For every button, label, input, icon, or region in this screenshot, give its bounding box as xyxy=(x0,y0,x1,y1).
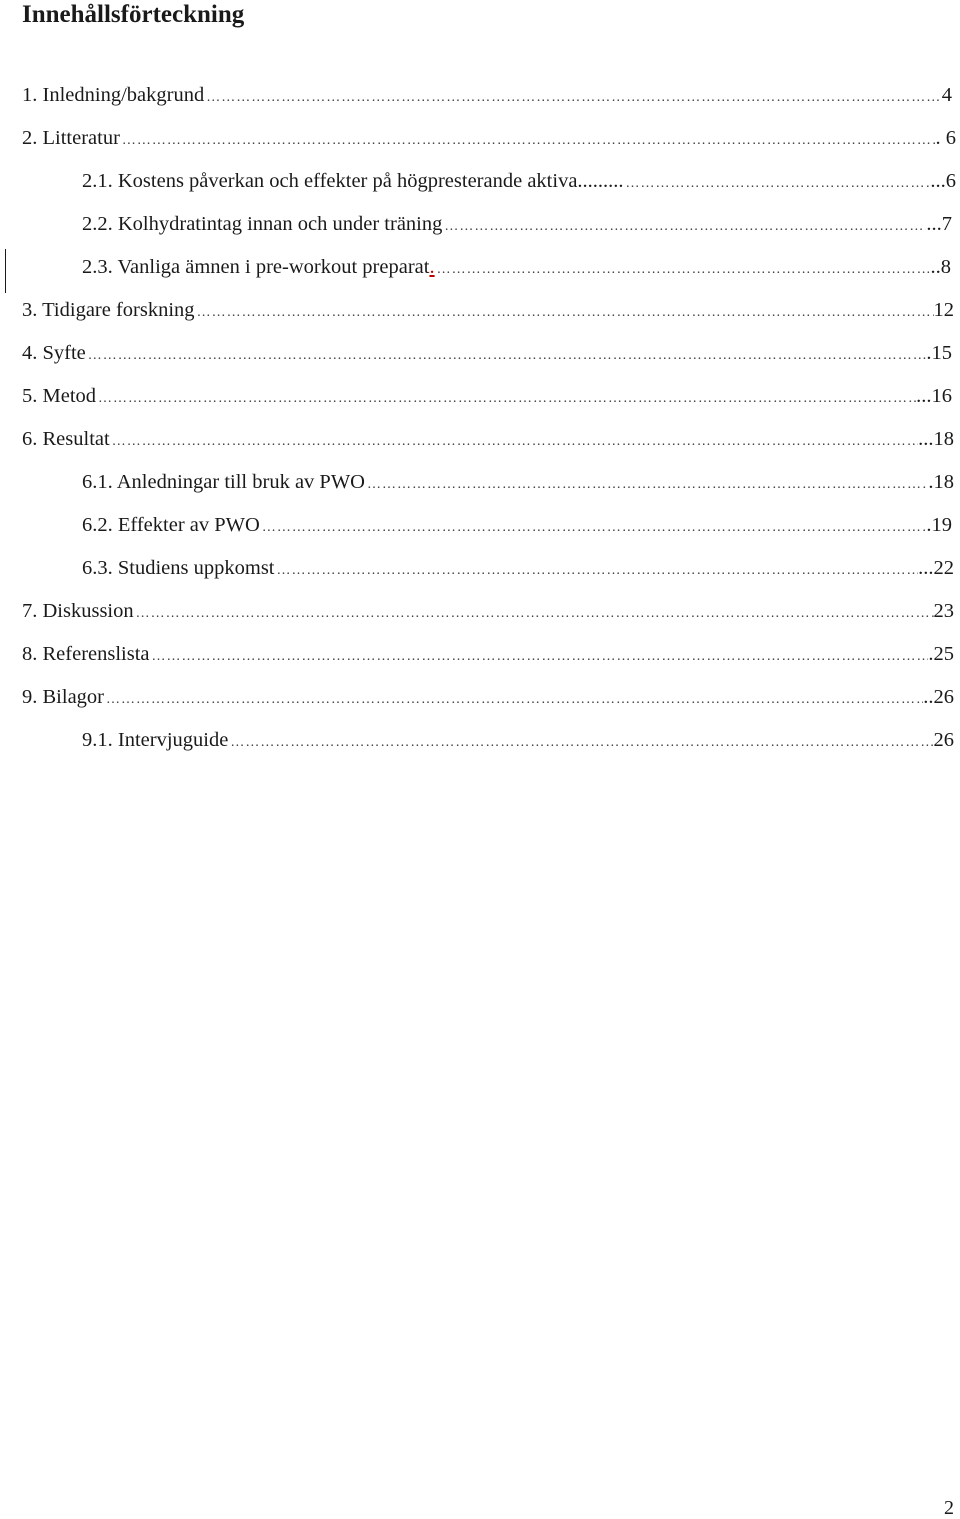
toc-entry-label: 2. Litteratur xyxy=(22,127,120,149)
toc-entry-page: ..26 xyxy=(923,686,954,708)
page-number: 2 xyxy=(944,1497,954,1519)
toc-entry-page: .19 xyxy=(926,514,952,536)
toc-entry-metod[interactable] xyxy=(22,383,952,409)
toc-entry-page: .18 xyxy=(928,471,954,493)
dot-leader xyxy=(442,214,926,240)
dot-leader xyxy=(365,472,928,498)
toc-entry-kostens-paverkan[interactable] xyxy=(82,168,956,194)
toc-entry-studiens-uppkomst[interactable] xyxy=(82,555,954,581)
dot-leader xyxy=(110,429,918,455)
toc-entry-label: 2.1. Kostens påverkan och effekter på högpresterande aktiva......... xyxy=(82,170,624,192)
toc-entry-tidigare-forskning[interactable] xyxy=(22,297,954,323)
toc-entry-page: .25 xyxy=(928,643,954,665)
toc-entry-label: 9.1. Intervjuguide xyxy=(82,729,229,751)
toc-entry-litteratur[interactable] xyxy=(22,125,956,151)
toc-entry-effekter[interactable] xyxy=(82,512,952,538)
toc-entry-label: 8. Referenslista xyxy=(22,643,150,665)
toc-entry-label: 2.2. Kolhydratintag innan och under träning xyxy=(82,213,443,235)
toc-entry-bilagor[interactable] xyxy=(22,684,954,710)
dot-leader xyxy=(195,300,934,326)
toc-entry-page: ...6 xyxy=(930,170,956,192)
toc-entry-page: . 6 xyxy=(935,127,956,149)
toc-entry-page: ...22 xyxy=(918,557,954,579)
toc-entry-syfte[interactable] xyxy=(22,340,952,366)
dot-leader xyxy=(435,257,931,283)
dot-leader xyxy=(275,558,919,584)
toc-entry-label: 5. Metod xyxy=(22,385,97,407)
toc-entry-page: 4 xyxy=(941,84,952,106)
toc-entry-label: 6.3. Studiens uppkomst xyxy=(82,557,275,579)
dot-leader xyxy=(86,343,927,369)
toc-entry-label: 2.3. Vanliga ämnen i pre-workout preparat xyxy=(82,256,430,278)
toc-entry-resultat[interactable] xyxy=(22,426,954,452)
toc-entry-page: .15 xyxy=(926,342,952,364)
toc-entry-page: ..8 xyxy=(930,256,951,278)
toc-entry-page: 12 xyxy=(933,299,954,321)
toc-entry-label: 4. Syfte xyxy=(22,342,86,364)
toc-entry-anledningar[interactable] xyxy=(82,469,954,495)
toc-entry-page: 23 xyxy=(933,600,954,622)
toc-entry-label: 6. Resultat xyxy=(22,428,110,450)
toc-entry-vanliga-amnen[interactable] xyxy=(82,254,951,280)
toc-entry-page: 26 xyxy=(933,729,954,751)
dot-leader xyxy=(96,386,916,412)
toc-entry-label: 7. Diskussion xyxy=(22,600,134,622)
page-title: Innehållsförteckning xyxy=(22,1,245,28)
toc-entry-inledning[interactable] xyxy=(22,82,952,108)
toc-entry-referenslista[interactable] xyxy=(22,641,954,667)
tracked-change-mark: . xyxy=(429,256,435,278)
toc-entry-label: 9. Bilagor xyxy=(22,686,104,708)
toc-entry-kolhydratintag[interactable] xyxy=(82,211,952,237)
dot-leader xyxy=(204,85,942,111)
toc-entry-diskussion[interactable] xyxy=(22,598,954,624)
dot-leader xyxy=(134,601,934,627)
dot-leader xyxy=(260,515,927,541)
toc-entry-label: 6.1. Anledningar till bruk av PWO xyxy=(82,471,365,493)
toc-entry-page: ...18 xyxy=(918,428,954,450)
toc-entry-intervjuguide[interactable] xyxy=(82,727,954,753)
toc-entry-page: ...7 xyxy=(926,213,952,235)
dot-leader xyxy=(228,730,933,756)
toc-entry-page: ...16 xyxy=(916,385,952,407)
dot-leader xyxy=(624,171,931,197)
toc-entry-label: 6.2. Effekter av PWO xyxy=(82,514,260,536)
toc-entry-label: 1. Inledning/bakgrund xyxy=(22,84,205,106)
dot-leader xyxy=(120,128,936,154)
toc-entry-label: 3. Tidigare forskning xyxy=(22,299,195,321)
dot-leader xyxy=(150,644,929,670)
revision-change-bar xyxy=(5,249,6,293)
dot-leader xyxy=(104,687,923,713)
